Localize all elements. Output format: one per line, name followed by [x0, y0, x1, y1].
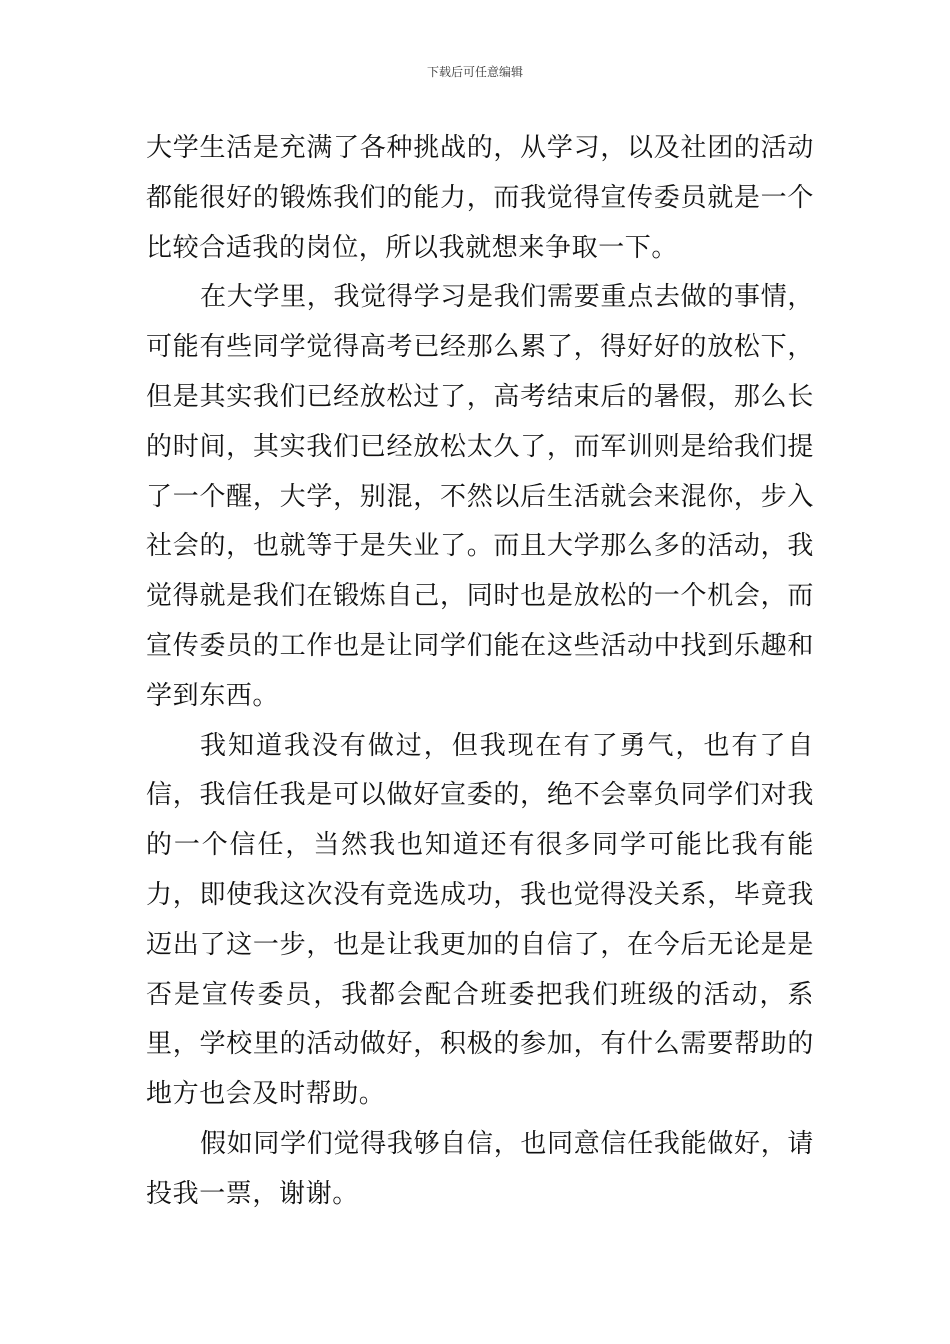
body-text [146, 124, 814, 1220]
header-note: 下载后可任意编辑 [426, 65, 523, 79]
paragraph-3: 我知道我没有做过，但我现在有了勇气，也有了自信，我信任我是可以做好宣委的，绝不会辜负同学们对我的一个信任，当然我也知道还有很多同学可能比我有能力，即使我这次没有竞选成功，我也觉得没关系，毕竟我迈出了这一步，也是让我更加的自信了，在今后无论是是否是宣传委员，我都会配合班委把我们班级的活动，系里，学校里的活动做好，积极的参加，有什么需要帮助的地方也会及时帮助。 [146, 730, 814, 1110]
paragraph-4: 假如同学们觉得我够自信，也同意信任我能做好，请投我一票，谢谢。 [146, 1128, 814, 1209]
paragraph-2: 在大学里，我觉得学习是我们需要重点去做的事情，可能有些同学觉得高考已经那么累了，得好好的放松下，但是其实我们已经放松过了，高考结束后的暑假，那么长的时间，其实我们已经放松太久了，而军训则是给我们提了一个醒，大学，别混，不然以后生活就会来混你，步入社会的，也就等于是失业了。而且大学那么多的活动，我觉得就是我们在锻炼自己，同时也是放松的一个机会，而宣传委员的工作也是让同学们能在这些活动中找到乐趣和学到东西。 [146, 282, 814, 711]
paragraph-1: 大学生活是充满了各种挑战的，从学习，以及社团的活动都能很好的锻炼我们的能力，而我觉得宣传委员就是一个比较合适我的岗位，所以我就想来争取一下。 [146, 133, 814, 263]
